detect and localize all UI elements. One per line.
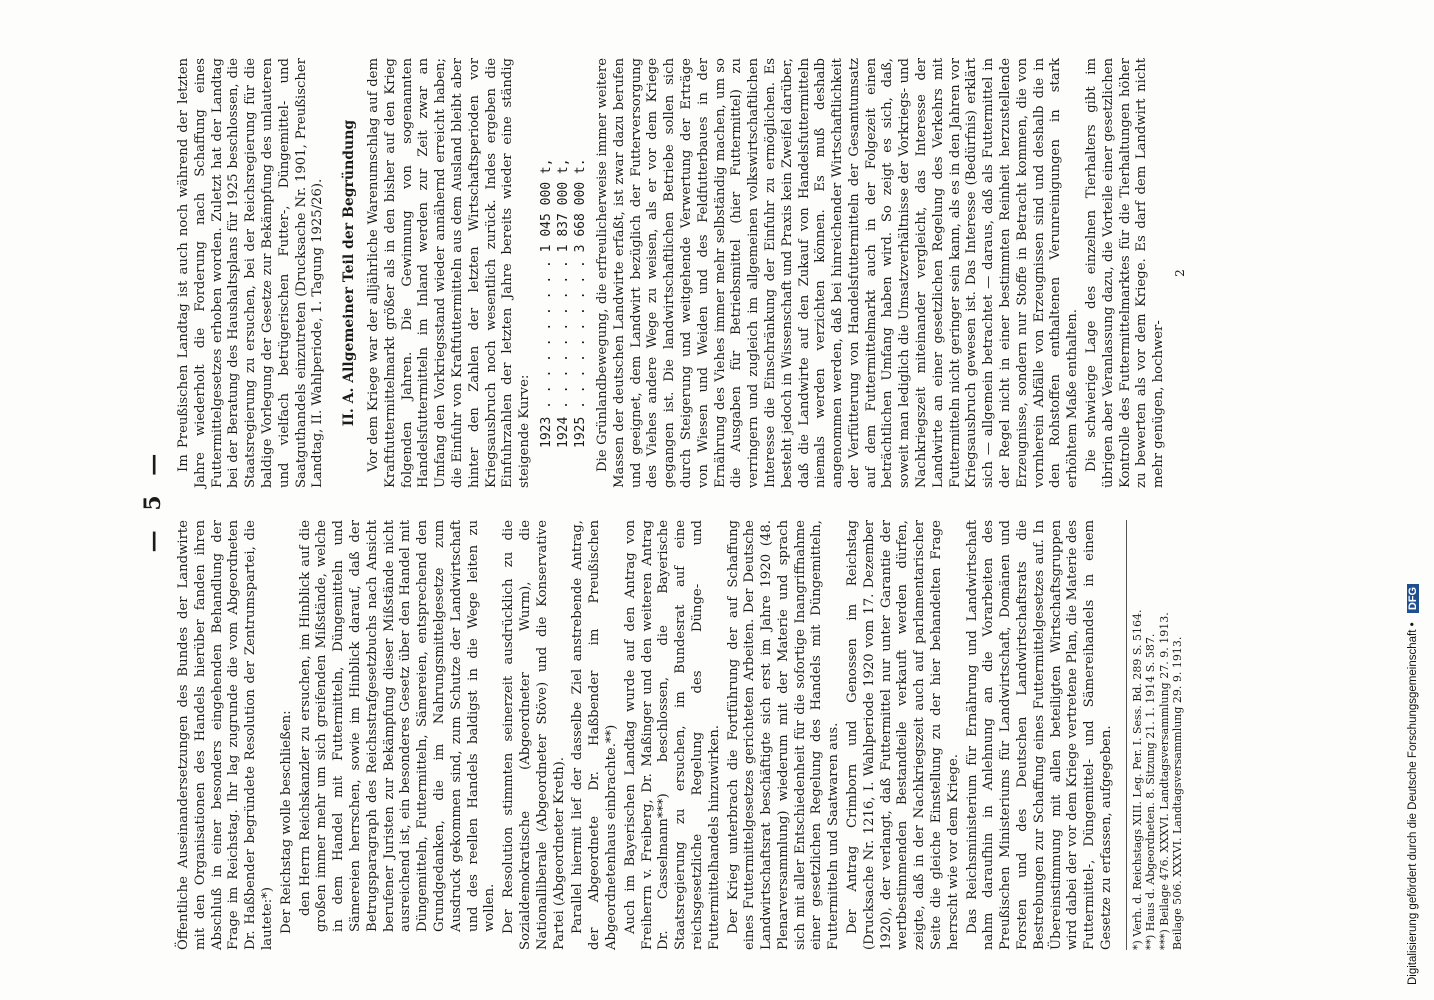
statistic-row: 1923 . . . . . . . . . . 1 045 000 t, [538,158,554,448]
paragraph: Im Preußischen Landtag ist auch noch während der letzten Jahre wiederholt die Forderung nach Schaffung eines Futtermittelgesetzes erhoben worden. Zuletzt hat der Landtag bei der Beratung des Haushaltsplans für 1925 beschlossen, die Staatsregierung zu ersuchen, bei der Reichsregierung für die baldige Vorlegung der Gesetze zur Bekämpfung des unlauteren und vielfach betrügerischen Futter-, Düngemittel- und Saatguthandels einzutreten (Drucksache Nr. 1901, Preußischer Landtag, II. Wahlperiode, 1. Tagung 1925/26). [176,58,326,488]
statistic-row: 1924 . . . . . . . . . . 1 837 000 t, [555,158,571,448]
import-statistics [538,58,589,448]
paragraph: Vor dem Kriege war der alljährliche Warenumschlag auf dem Kraftfuttermittelmarkt größer als in den bisher auf den Krieg folgenden Jahren. Die Gewinnung von sogenannten Handelsfuttermitteln im Inland werden zur Zeit zwar an Umfang den Vorkriegsstand wieder annähernd erreicht haben; die Einfuhr von Kraftfuttermitteln aus dem Ausland bleibt aber hinter den Zahlen der letzten Wirtschaftsperioden vor Kriegsausbruch noch wesentlich zurück. Indes ergeben die Einfuhrzahlen der letzten Jahre bereits wieder eine ständig steigende Kurve: [365,58,533,488]
paragraph: Das Reichsministerium für Ernährung und Landwirtschaft nahm daraufhin in Anlehnung an die Vorarbeiten des Preußischen Ministeriums für Landwirtschaft, Domänen und Forsten und des Deutschen Landwirtschaftsrats die Bestrebungen zur Schaffung eines Futtermittelgesetzes auf. In Übereinstimmung mit allen beteiligten Wirtschaftsgruppen wird dabei der vor dem Kriege vertretene Plan, die Materie des Futtermittel-, Düngemittel- und Sämereihandels in einem Gesetze zu erfassen, aufgegeben. [964,520,1115,950]
footnote: **) Haus d. Abgeordneten. 8. Sitzung 21. 1. 1914 S. 587. [1144,633,1158,950]
footnote: *) Verh. d. Reichstags XIII. Leg. Per. I. Sess. Bd. 289 S. 5164. [1130,609,1144,950]
paragraph: Auch im Bayerischen Landtag wurde auf den Antrag von Freiherrn v. Freiberg, Dr. Maßinger und den weiteren Antrag Dr. Casselmann***) beschlossen, die Bayerische Staatsregierung zu ersuchen, im Bundesrat auf eine reichsgesetzliche Regelung des Dünge- und Futtermittelhandels hinzuwirken. [622,520,722,950]
rotated-page-content [140,50,1320,950]
page-signature: 2 [1173,269,1188,277]
left-column [176,520,1185,950]
statistic-row: 1925 . . . . . . . . . . 3 668 000 t. [572,158,588,448]
footnote: Beilage 506. XXXVI. Landtagsversammlung 29. 9. 1913. [1171,636,1185,950]
paragraph: Öffentliche Auseinandersetzungen des Bundes der Landwirte mit den Organisationen des Handels hierüber fanden ihren Abschluß in einer besonders eingehenden Behandlung der Frage im Reichstag. Ihr lag zugrunde die vom Abgeordneten Dr. Haßbender begründete Resolution der Zentrumspartei, die lautete:*) [176,520,275,950]
paragraph: Parallel hiermit lief der dasselbe Ziel anstrebende Antrag, der Abgeordnete Dr. Haßbender im Preußischen Abgeordnetenhaus einbrachte.**) [570,520,619,950]
footnote: ***) Beilage 476. XXXVI. Landtagsversammlung 27. 9. 1913. [1157,612,1171,950]
page-number-header: — 5 — [140,447,166,553]
attribution-text: Digitalisierung gefördert durch die Deutsche Forschungsgemeinschaft • [1407,622,1419,985]
dfg-logo: DFG [1407,584,1419,613]
paragraph: Der Reichstag wolle beschließen: [278,710,294,934]
paragraph: Die Grünlandbewegung, die erfreulicherweise immer weitere Massen der deutschen Landwirte erfaßt, ist zwar dazu berufen und geeignet, dem Landwirt bezüglich der Futterversorgung des Viehes andere Wege zu weisen, als er vor dem Kriege gegangen ist. Die landwirtschaftlichen Betriebe sollen sich durch Steigerung und weitgehende Verwertung der Erträge von Wiesen und Weiden und des Feldfutterbaues in der Ernährung des Viehes immer mehr selbständig machen, um so die Ausgaben für Betriebsmittel (hier Futtermittel) zu verringern und zugleich im allgemeinen volkswirtschaftlichen Interesse die Einschränkung der Einfuhr zu ermöglichen. Es besteht jedoch in Wissenschaft und Praxis kein Zweifel darüber, daß die Landwirte auf den Zukauf von Handelsfuttermitteln niemals werden verzichten können. Es muß deshalb angenommen werden, daß bei hinreichender Wirtschaftlichkeit der Verfütterung von Handelsfuttermitteln der Gesamtumsatz auf dem Futtermittelmarkt auch in der Folgezeit einen beträchtlichen Umfang haben wird. So zeigt es sich, daß, soweit man lediglich die Umsatzverhältnisse der Vorkriegs- und Nachkriegszeit miteinander vergleicht, das Interesse der Landwirte an einer gesetzlichen Regelung des Verkehrs mit Futtermitteln nicht geringer sein kann, als es in den Jahren vor Kriegsausbruch gewesen ist. Das Interesse (Bedürfnis) erklärt sich — allgemein betrachtet — daraus, daß als Futtermittel in der Regel nicht in einer bestimmten Reinheit herzustellende Erzeugnisse, sondern nur Stoffe in Betracht kommen, die von vornherein Abfälle von Erzeugnissen sind und deshalb die in den Rohstoffen enthaltenen Verunreinigungen in stark erhöhtem Maße enthalten. [594,58,1081,488]
paragraph: Die schwierige Lage des einzelnen Tierhalters gibt im übrigen aber Veranlassung dazu, die Vorteile einer gesetzlichen Kontrolle des Futtermittelmarktes für die Tierhaltungen höher zu bewerten als vor dem Kriege. Es darf dem Landwirt nicht mehr genügen, hochwer- [1084,58,1167,488]
paragraph: Der Resolution stimmten seinerzeit ausdrücklich zu die Sozialdemokratische (Abgeordneter Wurm), die Nationalliberale (Abgeordneter Stöve) und die Konservative Partei (Abgeordneter Kreth). [501,520,567,950]
paragraph: Der Krieg unterbrach die Fortführung der auf Schaffung eines Futtermittelgesetzes gerichteten Arbeiten. Der Deutsche Landwirtschaftsrat beschäftigte sich erst im Jahre 1920 (48. Plenarversammlung) wiederum mit der Materie und sprach sich mit aller Entschiedenheit für die sofortige Inangriffnahme einer gesetzlichen Regelung des Handels mit Düngemitteln, Futtermitteln und Saatwaren aus. [725,520,842,950]
section-heading: II. A. Allgemeiner Teil der Begründung [341,119,358,427]
resolution-quote: den Herrn Reichskanzler zu ersuchen, im Hinblick auf die großen immer mehr um sich greifenden Mißstände, welche in dem Handel mit Futtermitteln, Düngemitteln und Sämereien herrschen, sowie im Hinblick darauf, daß der Betrugsparagraph des Reichsstrafgesetzbuchs nach Ansicht berufener Juristen zur Bekämpfung dieser Mißstände nicht ausreichend ist, ein besonderes Gesetz über den Handel mit Düngemitteln, Futtermitteln, Sämereien, entsprechend den Grundgedanken, die im Nahrungsmittelgesetze zum Ausdruck gekommen sind, zum Schutze der Landwirtschaft und des reellen Handels baldigst in die Wege leiten zu wollen. [297,520,498,932]
footnotes [1126,520,1185,950]
paragraph: Der Antrag Crimborn und Genossen im Reichstag (Drucksache Nr. 1216, I. Wahlperiode 1920 vom 17. Dezember 1920), der verlangt, daß Futtermittel nur unter Garantie der wertbestimmenden Bestandteile verkauft werden dürfen, zeigte, daß in der Nachkriegszeit auch auf parlamentarischer Seite die gleiche Einstellung zu der hier behandelten Frage herrscht wie vor dem Kriege. [845,520,961,950]
digitization-attribution [1407,5,1429,985]
right-column [176,58,1189,488]
